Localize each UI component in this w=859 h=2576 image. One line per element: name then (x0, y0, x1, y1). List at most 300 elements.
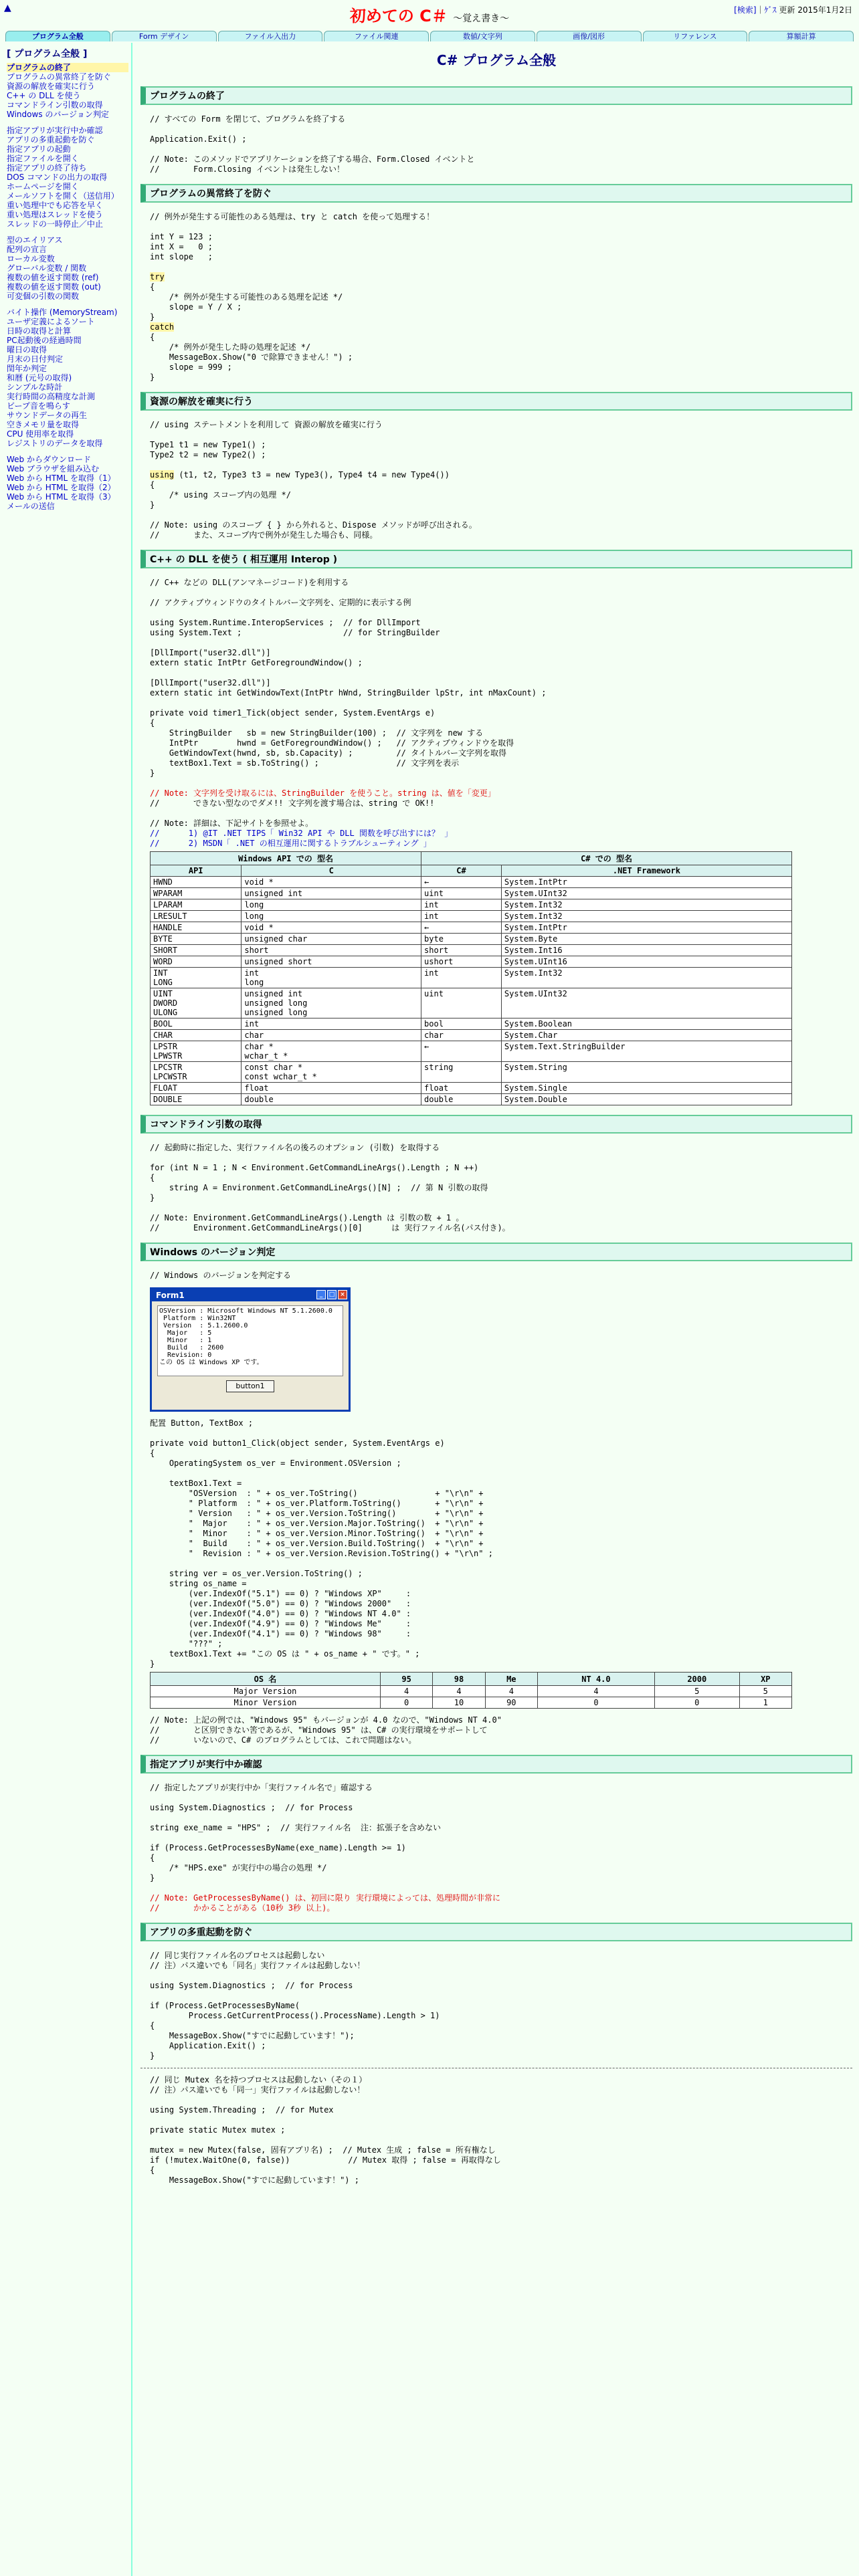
sidebar-list (0, 63, 131, 511)
code-line: // 注）パス違いでも「同名」実行ファイルは起動しない！ (150, 1961, 365, 1970)
table-cell: System.UInt16 (501, 956, 791, 968)
table-cell: INT LONG (151, 968, 242, 988)
code-line: Process.GetCurrentProcess().ProcessName).Length > 1) (150, 2011, 440, 2020)
api-table-header: API (151, 865, 242, 877)
code-line: /* "HPS.exe" が実行中の場合の処理 */ (150, 1863, 327, 1872)
code-line: GetWindowText(hwnd, sb, sb.Capacity) ; // タイトルバー文字列を取得 (150, 748, 507, 758)
sidebar-heading: [ プログラム全般 ] (7, 49, 88, 60)
code-line: // Note: using のスコープ { } から外れると、Dispose メソッドが呼び出される。 (150, 520, 477, 530)
table-row (151, 1697, 792, 1709)
sidebar-item[interactable]: 複数の値を返す関数 (out) (7, 282, 101, 292)
table-cell: System.IntPtr (501, 877, 791, 888)
form1-textbox: OSVersion : Microsoft Windows NT 5.1.2600.0 Platform : Win32NT Version : 5.1.2600.0 Major : 5 Minor : 1 Build : 2600 Revision: 0 この OS は Windows XP です。 (157, 1305, 343, 1376)
code-block-dll (150, 578, 852, 849)
section-heading-exit: プログラムの終了 (140, 86, 852, 105)
tab-6[interactable]: リファレンス (643, 31, 748, 41)
code-line: " Version : " + os_ver.Version.ToString() + "\r\n" + (150, 1509, 484, 1518)
code-line: [DllImport("user32.dll")] (150, 648, 271, 657)
table-cell: bool (421, 1018, 502, 1030)
form1-title-bar (152, 1289, 349, 1301)
table-cell: int (421, 968, 502, 988)
api-table-body (151, 877, 792, 1105)
os-table-body (151, 1686, 792, 1709)
sidebar-item[interactable]: 指定アプリが実行中か確認 (7, 126, 103, 135)
code-line: { (150, 1173, 155, 1182)
table-row (151, 911, 792, 922)
table-cell: System.Int32 (501, 899, 791, 911)
tab-5[interactable]: 画像/図形 (537, 31, 642, 41)
table-cell: HANDLE (151, 922, 242, 934)
sidebar-item[interactable]: 配列の宣言 (7, 245, 47, 254)
code-line: extern static IntPtr GetForegroundWindow() ; (150, 658, 363, 667)
code-block-winver-intro (150, 1271, 852, 1281)
code-line: { (150, 332, 155, 342)
sidebar-item[interactable]: バイト操作 (MemoryStream) (7, 308, 118, 317)
code-line: if (Process.GetProcessesByName(exe_name).Length >= 1) (150, 1843, 406, 1852)
table-row (151, 888, 792, 899)
api-table-header-row (151, 865, 792, 877)
code-line: int X = 0 ; (150, 242, 213, 251)
code-line (150, 698, 852, 708)
code-line: // Note: GetProcessesByName() は、初回に限り 実行環境によっては、処理時間が非常に (150, 1893, 500, 1903)
sidebar-item[interactable]: プログラムの終了 (7, 63, 128, 72)
sidebar-item[interactable]: ビープ音を鳴らす (7, 401, 70, 411)
code-line: // 注）パス違いでも「同一」実行ファイルは起動しない！ (150, 2085, 365, 2095)
code-line (150, 1991, 852, 2001)
table-cell: const char * const wchar_t * (242, 1062, 421, 1083)
table-cell: long (242, 911, 421, 922)
code-line (150, 2095, 852, 2105)
sidebar-item[interactable]: スレッドの一時停止／中止 (7, 219, 103, 229)
table-cell: System.Text.StringBuilder (501, 1041, 791, 1062)
guest-link[interactable]: ｹﾞｽ (764, 5, 777, 15)
table-cell: HWND (151, 877, 242, 888)
code-block-exception (150, 212, 852, 383)
table-cell: short (421, 945, 502, 956)
code-line (150, 1203, 852, 1213)
sidebar-item[interactable]: シンプルな時計 (7, 383, 63, 392)
code-line (150, 262, 852, 272)
code-line: try (150, 272, 165, 282)
code-line: // かかることがある（10秒 3秒 以上)。 (150, 1903, 335, 1913)
code-line: " Minor : " + os_ver.Version.Minor.ToString() + "\r\n" + (150, 1529, 484, 1538)
code-line: Application.Exit() ; (150, 2041, 266, 2050)
code-line: mutex = new Mutex(false, 固有アプリ名) ; // Mutex 生成 ; false = 所有権なし (150, 2145, 496, 2155)
sidebar-item[interactable]: メールソフトを開く（送信用） (7, 191, 119, 201)
code-line: textBox1.Text = sb.ToString() ; // 文字列を表示 (150, 758, 460, 768)
code-line: MessageBox.Show("すでに起動しています！") ; (150, 2175, 359, 2185)
table-cell: float (421, 1083, 502, 1094)
code-line: "???" ; (150, 1639, 223, 1648)
table-cell: 4 (537, 1686, 654, 1697)
code-line: { (150, 718, 155, 728)
api-table-group-csharp: C# での 型名 (421, 852, 792, 865)
table-cell: Minor Version (151, 1697, 381, 1709)
code-line (150, 430, 852, 440)
code-line (150, 2115, 852, 2125)
site-title-text: 初めての C＃ (349, 7, 448, 25)
table-cell: float (242, 1083, 421, 1094)
minimize-icon: _ (316, 1290, 326, 1299)
sidebar-item[interactable]: アプリの多重起動を防ぐ (7, 135, 95, 144)
code-line: IntPtr hwnd = GetForegroundWindow() ; // アクティブウィンドウを取得 (150, 738, 514, 748)
page-title: C# プログラム全般 (436, 52, 557, 68)
sidebar-item[interactable]: 可変個の引数の関数 (7, 292, 80, 301)
code-line: (ver.IndexOf("5.1") == 0) ? "Windows XP" : (150, 1589, 411, 1598)
table-cell: int (421, 911, 502, 922)
code-line: " Platform : " + os_ver.Platform.ToString() + "\r\n" + (150, 1499, 484, 1508)
sidebar-item[interactable]: 月末の日付判定 (7, 354, 64, 364)
table-cell: 5 (654, 1686, 739, 1697)
top-bar (0, 0, 859, 25)
table-cell: short (242, 945, 421, 956)
table-cell: char * wchar_t * (242, 1041, 421, 1062)
code-line: // アクティブウィンドウのタイトルバー文字列を、定期的に表示する例 (150, 598, 411, 607)
code-line: textBox1.Text += "この OS は " + os_name + " です。" ; (150, 1649, 420, 1658)
main-content (140, 47, 852, 2185)
table-cell: int long (242, 968, 421, 988)
sidebar-item[interactable]: ローカル変数 (7, 254, 55, 263)
search-separator: ｜ (756, 5, 765, 15)
table-cell: unsigned int (242, 888, 421, 899)
sidebar-item[interactable]: メールの送信 (7, 502, 55, 511)
table-cell: uint (421, 888, 502, 899)
code-line: /* 例外が発生した時の処理を記述 */ (150, 342, 311, 352)
table-cell: System.Double (501, 1094, 791, 1105)
table-cell: BOOL (151, 1018, 242, 1030)
table-row (151, 877, 792, 888)
code-line: { (150, 282, 155, 292)
table-row (151, 1041, 792, 1062)
code-line: // C++ などの DLL(アンマネージコード)を利用する (150, 578, 349, 587)
section-heading-dll: C++ の DLL を使う ( 相互運用 Interop ) (140, 550, 852, 568)
code-line (150, 608, 852, 618)
table-cell: char (242, 1030, 421, 1041)
sidebar-item[interactable]: コマンドライン引数の取得 (7, 100, 103, 110)
sidebar-item[interactable]: 重い処理中でも応答を早く (7, 201, 104, 210)
table-row (151, 934, 792, 945)
sidebar-item[interactable]: 曜日の取得 (7, 345, 47, 354)
updated-date: 更新 2015年1月2日 (779, 5, 852, 15)
code-line (150, 588, 852, 598)
code-line: // using ステートメントを利用して 資源の解放を確実に行う (150, 420, 383, 429)
section-heading-exception: プログラムの異常終了を防ぐ (140, 184, 852, 203)
table-cell: System.Int32 (501, 911, 791, 922)
code-line: Type2 t2 = new Type2() ; (150, 450, 266, 459)
sidebar-item[interactable]: 日時の取得と計算 (7, 326, 72, 336)
code-line: // いないので、C# のプログラムとしては、これで問題はない。 (150, 1735, 417, 1745)
search-link[interactable]: [検索] (734, 5, 757, 15)
code-line: for (int N = 1 ; N < Environment.GetCommandLineArgs().Length ; N ++) (150, 1163, 479, 1172)
code-line: using System.Threading ; // for Mutex (150, 2105, 334, 2115)
code-line: Application.Exit() ; (150, 134, 247, 144)
code-line (150, 778, 852, 788)
code-line (150, 668, 852, 678)
table-row (151, 956, 792, 968)
code-line (150, 1793, 852, 1803)
code-line: // Form.Closing イベントは発生しない！ (150, 165, 345, 174)
os-table-header: NT 4.0 (537, 1673, 654, 1686)
sidebar-item[interactable]: 重い処理はスレッドを使う (7, 210, 103, 219)
sidebar-item[interactable]: 複数の値を返す関数 (ref) (7, 273, 99, 282)
code-block-mutex (150, 2075, 852, 2185)
code-block-using (150, 420, 852, 540)
code-line: " Major : " + os_ver.Version.Major.ToString() + "\r\n" + (150, 1519, 484, 1528)
code-line: } (150, 372, 155, 382)
code-line (150, 510, 852, 520)
code-block-multiple (150, 1951, 852, 2061)
sidebar-item[interactable]: 資源の解放を確実に行う (7, 82, 96, 91)
table-row (151, 1083, 792, 1094)
code-line: // Note: このメソッドでアプリケーションを終了する場合、Form.Closed イベントと (150, 154, 475, 164)
tab-1[interactable]: Form デザイン (112, 31, 217, 41)
search-area (734, 4, 852, 15)
code-line: using System.Diagnostics ; // for Process (150, 1981, 353, 1990)
code-line: int slope ; (150, 252, 213, 261)
table-cell: void * (242, 877, 421, 888)
os-table-header: XP (739, 1673, 791, 1686)
form1-button1: button1 (226, 1380, 274, 1392)
code-line: /* 例外が発生する可能性のある処理を記述 */ (150, 292, 343, 302)
code-line: // Note: 文字列を受け取るには、StringBuilder を使うこと。string は、値を「変更」 (150, 788, 496, 798)
code-line: (ver.IndexOf("4.1") == 0) ? "Windows 98" : (150, 1629, 411, 1638)
table-row (151, 1094, 792, 1105)
code-line (150, 1153, 852, 1163)
code-line: StringBuilder sb = new StringBuilder(100) ; // 文字列を new する (150, 728, 484, 738)
table-cell: DOUBLE (151, 1094, 242, 1105)
code-line: // と区別できない筈であるが、"Windows 95" は、C# の実行環境をサポートして (150, 1725, 488, 1735)
sidebar-item[interactable]: グローバル変数 / 関数 (7, 263, 87, 273)
table-cell: 4 (485, 1686, 537, 1697)
table-cell: void * (242, 922, 421, 934)
sidebar-item[interactable]: Web ブラウザを組み込む (7, 464, 99, 473)
code-line: catch (150, 322, 175, 332)
sidebar-item[interactable]: C++ の DLL を使う (7, 91, 81, 100)
table-row (151, 1018, 792, 1030)
code-line: string ver = os_ver.Version.ToString() ; (150, 1569, 363, 1578)
code-line: // Note: Environment.GetCommandLineArgs().Length は 引数の数 + 1 。 (150, 1213, 464, 1222)
code-line: if (!mutex.WaitOne(0, false)) // Mutex 取得 ; false = 再取得なし (150, 2155, 501, 2165)
os-table-header: Me (485, 1673, 537, 1686)
table-cell: 0 (380, 1697, 432, 1709)
code-line (150, 2135, 852, 2145)
code-line: MessageBox.Show("すでに起動しています！"); (150, 2031, 355, 2040)
table-cell: char (421, 1030, 502, 1041)
table-row (151, 1062, 792, 1083)
sidebar-item[interactable]: DOS コマンドの出力の取得 (7, 173, 108, 182)
code-line: 配置 Button, TextBox ; (150, 1418, 254, 1428)
table-cell: System.UInt32 (501, 988, 791, 1018)
table-cell: System.Int16 (501, 945, 791, 956)
table-cell: LPARAM (151, 899, 242, 911)
page-top-arrow-icon[interactable]: ▲ (4, 3, 11, 13)
table-cell: UINT DWORD ULONG (151, 988, 242, 1018)
code-line: // 2) MSDN「 .NET の相互運用に関するトラブルシューティング 」 (150, 839, 432, 848)
table-cell: int (242, 1018, 421, 1030)
code-line: if (Process.GetProcessesByName( (150, 2001, 300, 2010)
sidebar-item[interactable]: レジストリのデータを取得 (7, 439, 103, 448)
table-row (151, 922, 792, 934)
table-cell: 0 (654, 1697, 739, 1709)
code-line: // Environment.GetCommandLineArgs()[0] は 実行ファイル名(パス付き)。 (150, 1223, 510, 1232)
table-cell: Major Version (151, 1686, 381, 1697)
table-cell: 4 (433, 1686, 485, 1697)
code-line: slope = 999 ; (150, 362, 232, 372)
sidebar-item[interactable]: サウンドデータの再生 (7, 411, 88, 420)
table-cell: 1 (739, 1697, 791, 1709)
site-title (0, 3, 859, 26)
code-line: // Note: 上記の例では、"Windows 95" もバージョンが 4.0 なので、"Windows NT 4.0" (150, 1715, 502, 1725)
code-line: OperatingSystem os_ver = Environment.OSVersion ; (150, 1459, 401, 1468)
code-block-cmdline (150, 1143, 852, 1233)
table-cell: ← (421, 922, 502, 934)
table-cell: WORD (151, 956, 242, 968)
section-heading-winver: Windows のバージョン判定 (140, 1243, 852, 1261)
code-line: // すべての Form を閉じて、プログラムを終了する (150, 114, 346, 124)
sidebar-item[interactable]: Web からダウンロード (7, 455, 91, 464)
code-line (150, 1428, 852, 1438)
sidebar-item[interactable]: 指定アプリの終了待ち (7, 163, 87, 173)
code-line (150, 1813, 852, 1823)
code-line: "OSVersion : " + os_ver.ToString() + "\r\n" + (150, 1489, 484, 1498)
sidebar-item[interactable]: Web から HTML を取得（3） (7, 492, 116, 502)
code-line (150, 1559, 852, 1569)
table-cell: unsigned int unsigned long unsigned long (242, 988, 421, 1018)
table-cell: System.Byte (501, 934, 791, 945)
code-line: // 1) @IT .NET TIPS「 Win32 API や DLL 関数を呼び出すには？ 」 (150, 829, 453, 838)
api-table-header: C (242, 865, 421, 877)
tab-2[interactable]: ファイル入出力 (218, 31, 323, 41)
tab-4[interactable]: 数値/文字列 (430, 31, 535, 41)
table-cell: 10 (433, 1697, 485, 1709)
api-type-table (150, 851, 792, 1105)
code-line: using System.Runtime.InteropServices ; // for DllImport (150, 618, 421, 627)
os-table-header-row (151, 1673, 792, 1686)
code-line: // Windows のバージョンを判定する (150, 1271, 291, 1280)
code-block-exit (150, 114, 852, 175)
api-table-header: C# (421, 865, 502, 877)
tab-7[interactable]: 算額計算 (749, 31, 854, 41)
code-line: using (t1, t2, Type3 t3 = new Type3(), Type4 t4 = new Type4()) (150, 470, 450, 479)
sidebar-item[interactable]: 指定アプリの起動 (7, 144, 71, 154)
site-subtitle: ～覚え書き～ (453, 13, 510, 24)
table-cell: System.Single (501, 1083, 791, 1094)
table-cell: LRESULT (151, 911, 242, 922)
code-line: string A = Environment.GetCommandLineArgs()[N] ; // 第 N 引数の取得 (150, 1183, 488, 1192)
code-line: extern static int GetWindowText(IntPtr hWnd, StringBuilder lpStr, int nMaxCount) ; (150, 688, 547, 697)
table-row (151, 968, 792, 988)
code-line: MessageBox.Show("0 で除算できません！") ; (150, 352, 353, 362)
form1-window-screenshot (150, 1287, 351, 1412)
tab-3[interactable]: ファイル関連 (324, 31, 429, 41)
table-cell: WPARAM (151, 888, 242, 899)
code-line: { (150, 480, 155, 490)
code-line (150, 638, 852, 648)
sidebar-item[interactable]: 閏年か判定 (7, 364, 47, 373)
tab-bar (5, 31, 854, 41)
code-line: slope = Y / X ; (150, 302, 242, 312)
sidebar-item[interactable]: 空きメモリ量を取得 (7, 420, 80, 429)
code-line: // 同じ実行ファイル名のプロセスは起動しない (150, 1951, 325, 1960)
table-cell: SHORT (151, 945, 242, 956)
code-line: using System.Diagnostics ; // for Process (150, 1803, 353, 1812)
code-line: } (150, 500, 155, 510)
code-line: } (150, 1193, 155, 1202)
sidebar-item[interactable]: 和暦 (元号の取得) (7, 373, 72, 383)
table-cell: BYTE (151, 934, 242, 945)
code-line: { (150, 1448, 155, 1458)
table-cell: ← (421, 877, 502, 888)
table-cell: double (421, 1094, 502, 1105)
table-cell: double (242, 1094, 421, 1105)
section-heading-using: 資源の解放を確実に行う (140, 392, 852, 411)
table-cell: System.Boolean (501, 1018, 791, 1030)
api-table-header: .NET Framework (501, 865, 791, 877)
code-line: textBox1.Text = (150, 1479, 242, 1488)
table-row (151, 899, 792, 911)
code-block-winver (150, 1418, 852, 1669)
code-line: { (150, 2021, 155, 2030)
sidebar-item[interactable]: 実行時間の高精度な計測 (7, 392, 96, 401)
sidebar-item[interactable]: 指定ファイルを開く (7, 154, 79, 163)
table-row (151, 945, 792, 956)
section-heading-cmdline: コマンドライン引数の取得 (140, 1115, 852, 1134)
table-cell: LPCSTR LPCWSTR (151, 1062, 242, 1083)
sidebar-item[interactable]: Web から HTML を取得（2） (7, 483, 116, 492)
sidebar-item[interactable]: CPU 使用率を取得 (7, 429, 74, 439)
sidebar-item[interactable]: 型のエイリアス (7, 235, 63, 245)
code-line (150, 124, 852, 134)
code-block-winver-note (150, 1715, 852, 1745)
code-line: (ver.IndexOf("5.0") == 0) ? "Windows 2000" : (150, 1599, 411, 1608)
table-cell: long (242, 899, 421, 911)
section-heading-running: 指定アプリが実行中か確認 (140, 1755, 852, 1774)
code-line: Type1 t1 = new Type1() ; (150, 440, 266, 449)
code-line: " Build : " + os_ver.Version.Build.ToString() + "\r\n" + (150, 1539, 484, 1548)
table-row (151, 988, 792, 1018)
code-line: int Y = 123 ; (150, 232, 213, 241)
tab-0[interactable]: プログラム全般 (5, 31, 110, 41)
sidebar (0, 43, 132, 2576)
code-line: } (150, 768, 155, 778)
code-line: private void button1_Click(object sender, System.EventArgs e) (150, 1438, 445, 1448)
table-row (151, 1686, 792, 1697)
code-line: /* using スコープ内の処理 */ (150, 490, 291, 500)
code-line (150, 144, 852, 154)
sidebar-item[interactable]: Windows のバージョン判定 (7, 110, 109, 119)
code-line: // また、スコープ内で例外が発生した場合も、同様。 (150, 530, 378, 540)
code-line: using System.Text ; // for StringBuilder (150, 628, 440, 637)
sidebar-item[interactable]: PC起動後の経過時間 (7, 336, 82, 345)
sidebar-item[interactable]: プログラムの異常終了を防ぐ (7, 72, 111, 82)
table-cell: int (421, 899, 502, 911)
code-line: (ver.IndexOf("4.0") == 0) ? "Windows NT 4.0" : (150, 1609, 411, 1618)
sidebar-item[interactable]: ホームページを開く (7, 182, 79, 191)
os-table-header: OS 名 (151, 1673, 381, 1686)
code-line: { (150, 1853, 155, 1862)
code-line: private void timer1_Tick(object sender, System.EventArgs e) (150, 708, 436, 718)
table-cell: unsigned short (242, 956, 421, 968)
table-cell: System.String (501, 1062, 791, 1083)
code-line: // できない型なのでダメ!! 文字列を渡す場合は、string で OK!! (150, 798, 435, 808)
table-cell: 0 (537, 1697, 654, 1709)
sidebar-item[interactable]: ユーザ定義によるソート (7, 317, 95, 326)
table-cell: FLOAT (151, 1083, 242, 1094)
sidebar-item[interactable]: Web から HTML を取得（1） (7, 473, 116, 483)
code-line: [DllImport("user32.dll")] (150, 678, 271, 687)
table-cell: ← (421, 1041, 502, 1062)
os-table-header: 98 (433, 1673, 485, 1686)
